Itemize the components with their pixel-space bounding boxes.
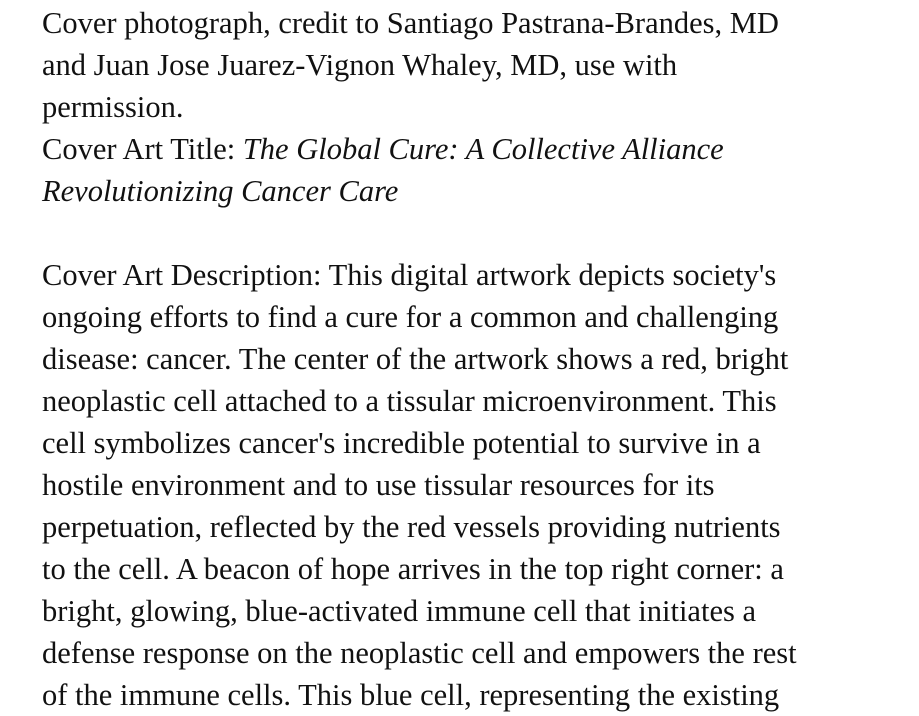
description-line-7: perpetuation, reflected by the red vessels providing nutrients: [42, 510, 781, 544]
description-line-10: defense response on the neoplastic cell and empowers the rest: [42, 636, 797, 670]
description-line-11: of the immune cells. This blue cell, representing the existing: [42, 678, 780, 712]
description-line-4: neoplastic cell attached to a tissular microenvironment. This: [42, 384, 777, 418]
credit-line-3: permission.: [42, 90, 184, 124]
cover-art-title-text-cont: Revolutionizing Cancer Care: [42, 174, 399, 208]
cover-art-title-label: Cover Art Title:: [42, 132, 243, 166]
description-line-2: ongoing efforts to find a cure for a common and challenging: [42, 300, 779, 334]
cover-art-title-line-2: [42, 170, 902, 212]
description-line-3: disease: cancer. The center of the artwork shows a red, bright: [42, 342, 789, 376]
credit-line-2: and Juan Jose Juarez-Vignon Whaley, MD, use with: [42, 48, 678, 82]
description-line-6: hostile environment and to use tissular resources for its: [42, 468, 715, 502]
cover-art-title-text: The Global Cure: A Collective Alliance: [242, 132, 724, 166]
cover-art-title-line-1: [42, 128, 902, 170]
description-line-9: bright, glowing, blue-activated immune cell that initiates a: [42, 594, 757, 628]
description-line-5: cell symbolizes cancer's incredible potential to survive in a: [42, 426, 761, 460]
document-body: [42, 2, 902, 716]
description-line-1: Cover Art Description: This digital artwork depicts society's: [42, 258, 777, 292]
paragraph-gap: [42, 212, 902, 254]
credit-line-1: Cover photograph, credit to Santiago Pastrana-Brandes, MD: [42, 6, 779, 40]
description-line-8: to the cell. A beacon of hope arrives in the top right corner: a: [42, 552, 784, 586]
